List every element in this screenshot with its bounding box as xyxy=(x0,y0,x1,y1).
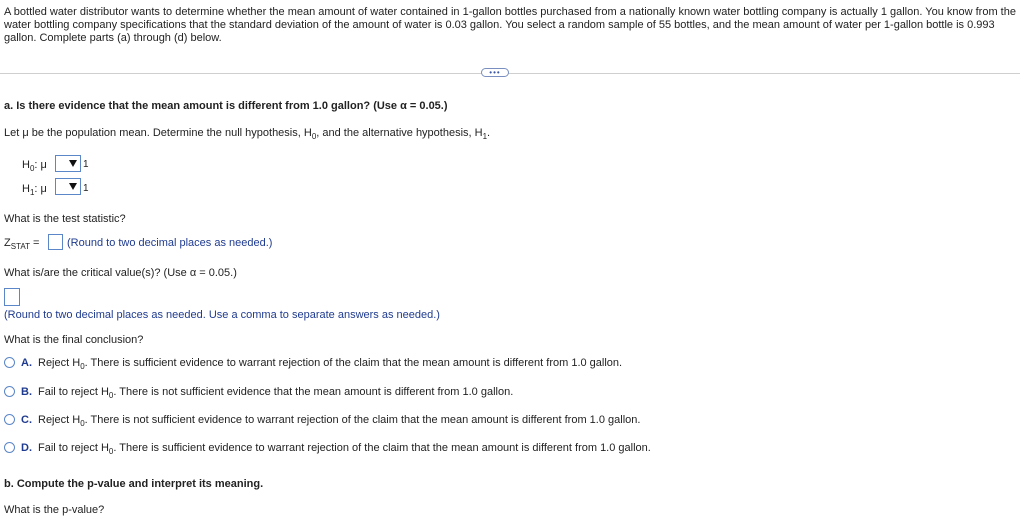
alt-hypothesis-value: 1 xyxy=(83,183,89,194)
radio-button[interactable] xyxy=(4,386,15,397)
pvalue-question: What is the p-value? xyxy=(4,504,105,516)
part-b-question: b. Compute the p-value and interpret its meaning. xyxy=(4,478,264,490)
expand-more-button[interactable]: ••• xyxy=(481,68,509,77)
null-hypothesis-label: $H_0$: μ xyxy=(22,159,47,174)
option-a[interactable]: A. Reject $H_0$. There is sufficient evidence to warrant rejection of the claim that the mean amount is different from 1.0 gallon. xyxy=(4,357,622,371)
conclusion-question: What is the final conclusion? xyxy=(4,334,144,346)
zstat-hint: (Round to two decimal places as needed.) xyxy=(67,237,273,249)
radio-button[interactable] xyxy=(4,442,15,453)
chevron-down-icon xyxy=(69,160,77,167)
chevron-down-icon xyxy=(69,183,77,190)
critical-value-input[interactable] xyxy=(4,288,20,306)
alt-hypothesis-label: $H_1$: μ xyxy=(22,183,47,198)
critical-value-hint: (Round to two decimal places as needed. Use a comma to separate answers as needed.) xyxy=(4,309,440,321)
test-statistic-question: What is the test statistic? xyxy=(4,213,126,225)
part-a-question: a. Is there evidence that the mean amount is different from 1.0 gallon? (Use α = 0.05.) xyxy=(4,100,448,112)
zstat-input[interactable] xyxy=(48,234,63,250)
radio-button[interactable] xyxy=(4,414,15,425)
option-c[interactable]: C. Reject $H_0$. There is not sufficient evidence to warrant rejection of the claim that the mean amount is different from 1.0 gallon. xyxy=(4,414,640,428)
critical-value-question: What is/are the critical value(s)? (Use α = 0.05.) xyxy=(4,267,237,279)
zstat-label: $Z_{STAT}$ = xyxy=(4,237,40,252)
option-b[interactable]: B. Fail to reject $H_0$. There is not sufficient evidence that the mean amount is different from 1.0 gallon. xyxy=(4,386,513,400)
null-hypothesis-operator-dropdown[interactable] xyxy=(55,155,81,172)
problem-statement: A bottled water distributor wants to determine whether the mean amount of water contained in 1-gallon bottles purchased from a nationally known water bottling company is actually 1 gallon. You know from the water bottling company specifications that the standard deviation of the amount of water is 0.03 gallon. You select a random sample of 55 bottles, and the mean amount of water per 1-gallon bottle is 0.993 gallon. Complete parts (a) through (d) below. xyxy=(4,6,1016,45)
alt-hypothesis-operator-dropdown[interactable] xyxy=(55,178,81,195)
option-d[interactable]: D. Fail to reject $H_0$. There is sufficient evidence to warrant rejection of the claim that the mean amount is different from 1.0 gallon. xyxy=(4,442,651,456)
null-hypothesis-value: 1 xyxy=(83,159,89,170)
section-divider xyxy=(0,73,1020,74)
radio-button[interactable] xyxy=(4,357,15,368)
hypothesis-intro: Let μ be the population mean. Determine the null hypothesis, $H_0$, and the alternative hypothesis, $H_1$. xyxy=(4,127,491,142)
